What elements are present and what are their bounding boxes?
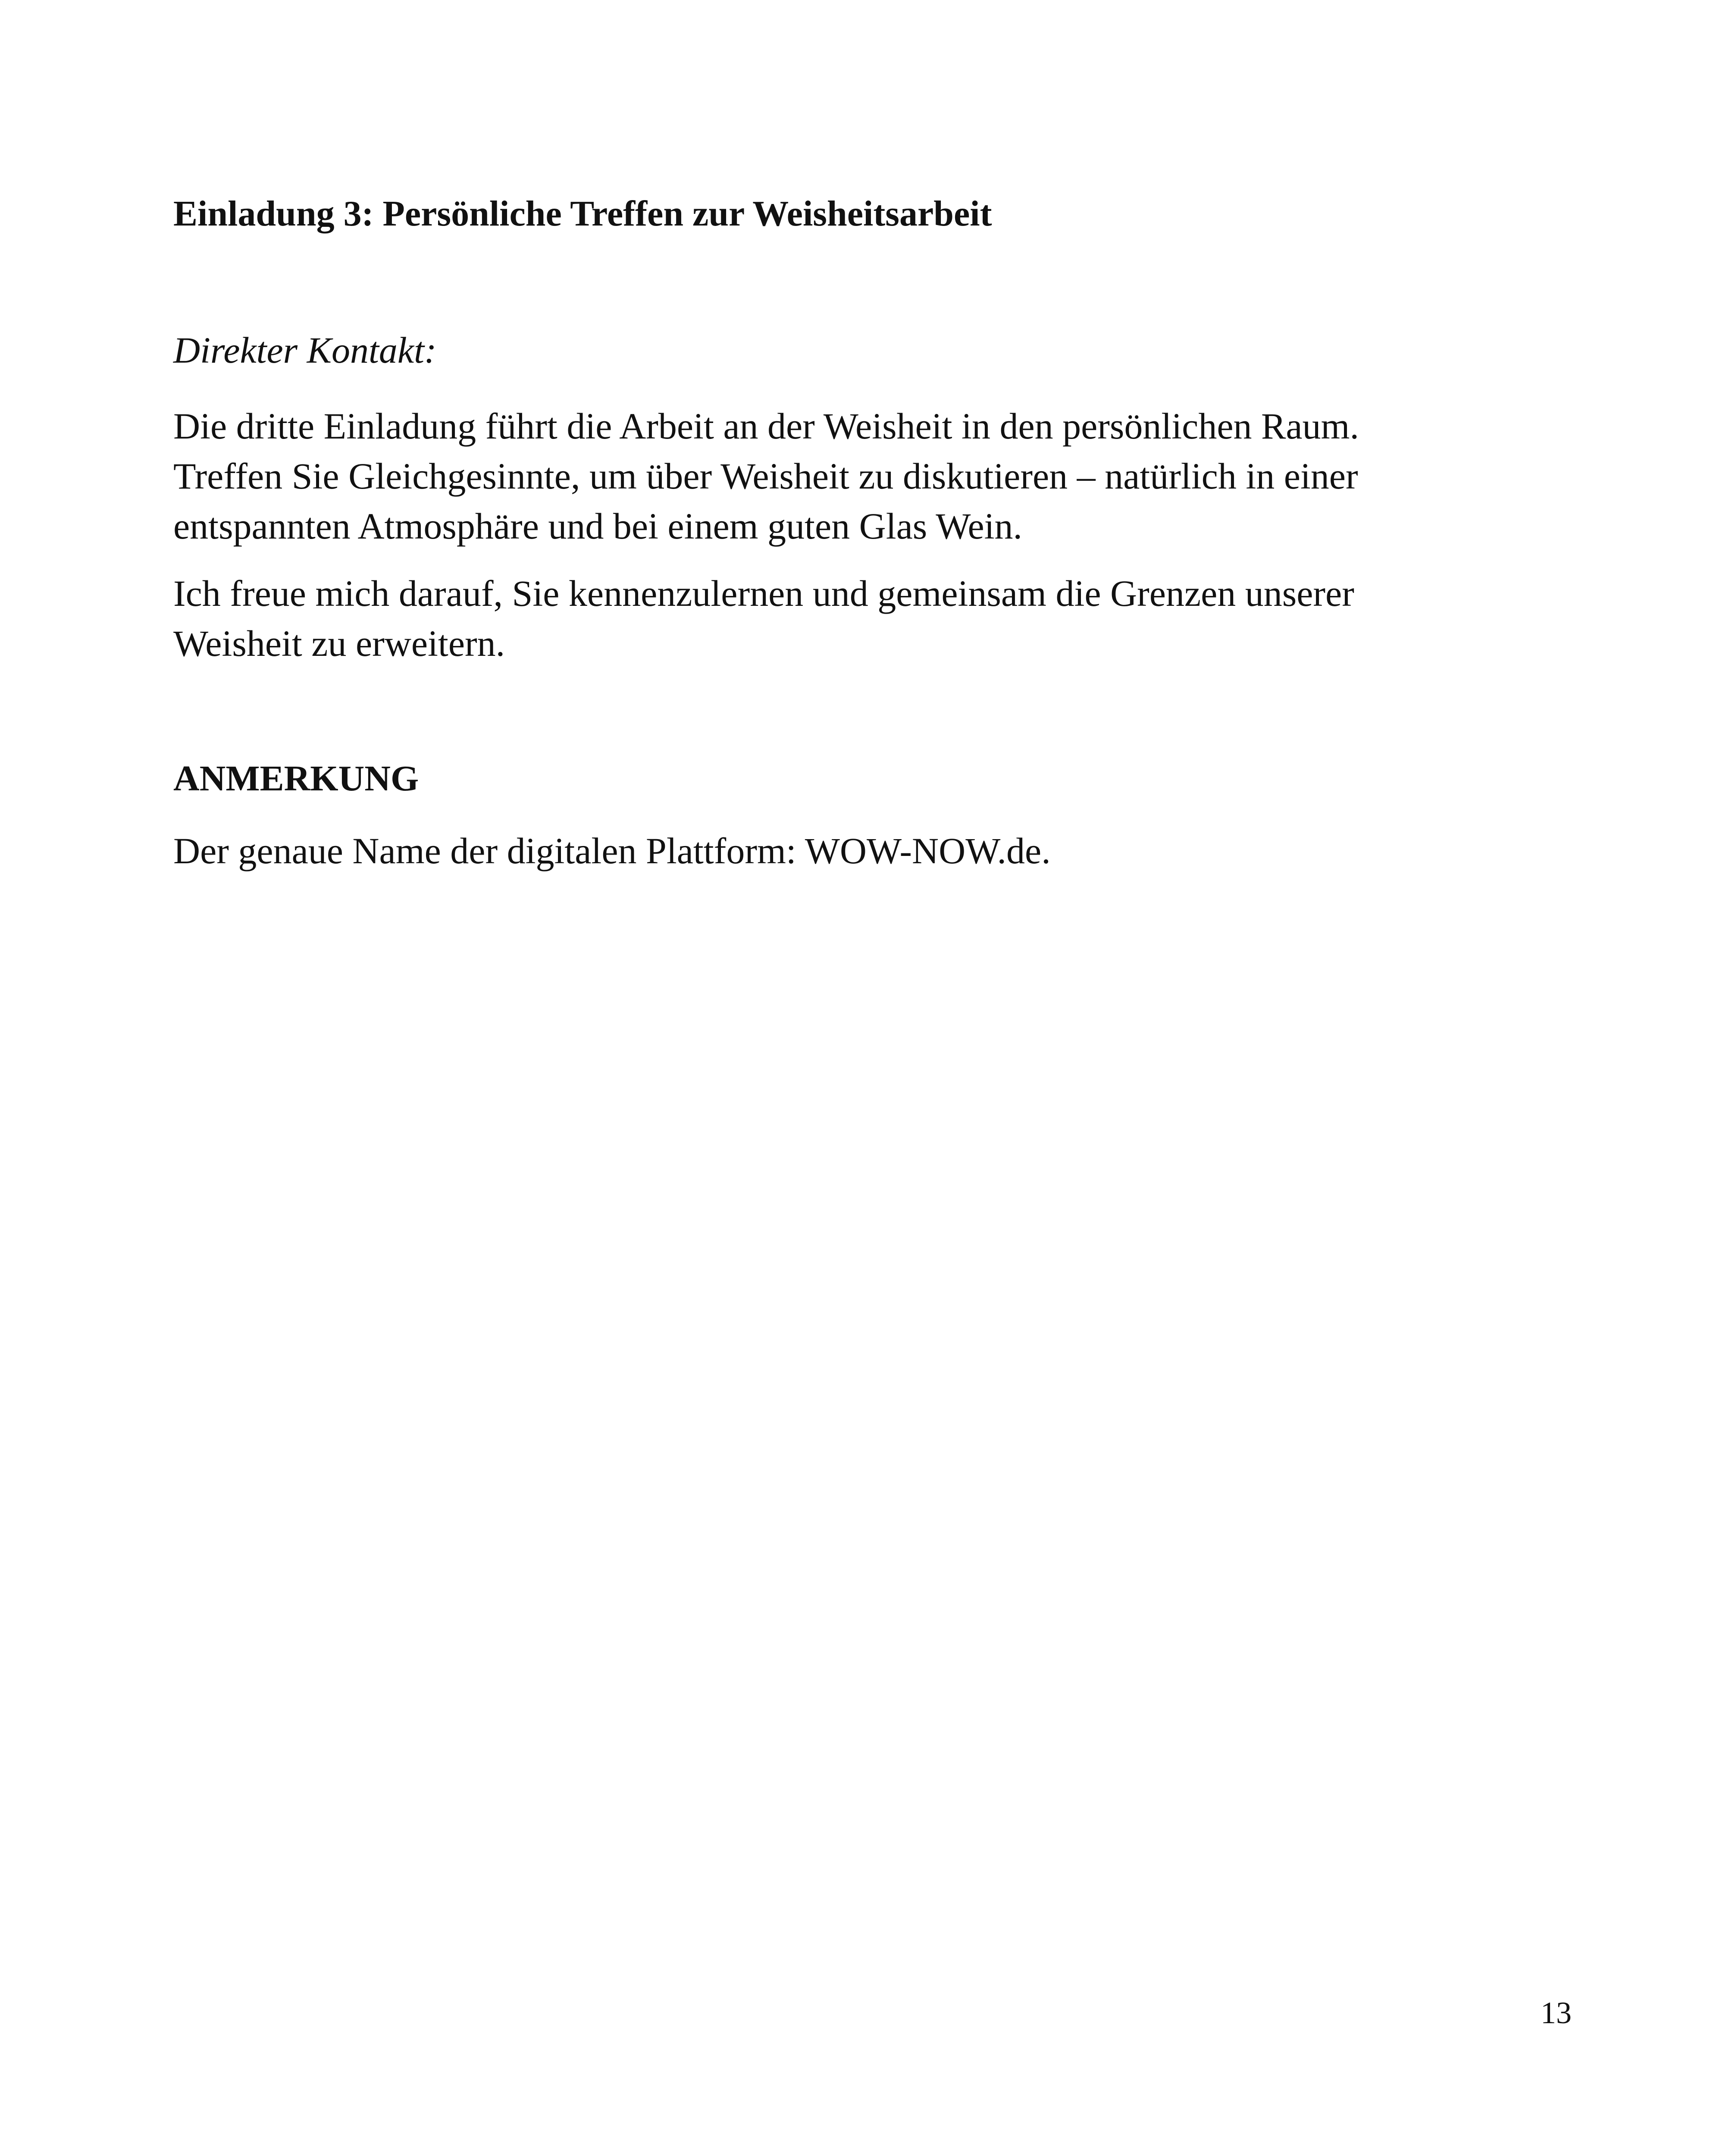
section-subheading: Direkter Kontakt: <box>173 329 437 371</box>
paragraph-2-line-2: Weisheit zu erweitern. <box>173 623 505 664</box>
paragraph-1-line-1: Die dritte Einladung führt die Arbeit an der Weisheit in den persönlichen Raum. <box>173 405 1359 447</box>
section-heading: Einladung 3: Persönliche Treffen zur Weisheitsarbeit <box>173 194 992 234</box>
paragraph-2 <box>173 568 1579 668</box>
paragraph-1-line-3: entspannten Atmosphäre und bei einem guten Glas Wein. <box>173 505 1023 547</box>
paragraph-2-line-1: Ich freue mich darauf, Sie kennenzulernen und gemeinsam die Grenzen unserer <box>173 573 1354 614</box>
note-heading: ANMERKUNG <box>173 758 419 799</box>
page-number: 13 <box>1541 1996 1572 2030</box>
paragraph-1 <box>173 401 1579 551</box>
note-text: Der genaue Name der digitalen Plattform: WOW-NOW.de. <box>173 830 1051 871</box>
paragraph-1-line-2: Treffen Sie Gleichgesinnte, um über Weisheit zu diskutieren – natürlich in einer <box>173 455 1358 497</box>
